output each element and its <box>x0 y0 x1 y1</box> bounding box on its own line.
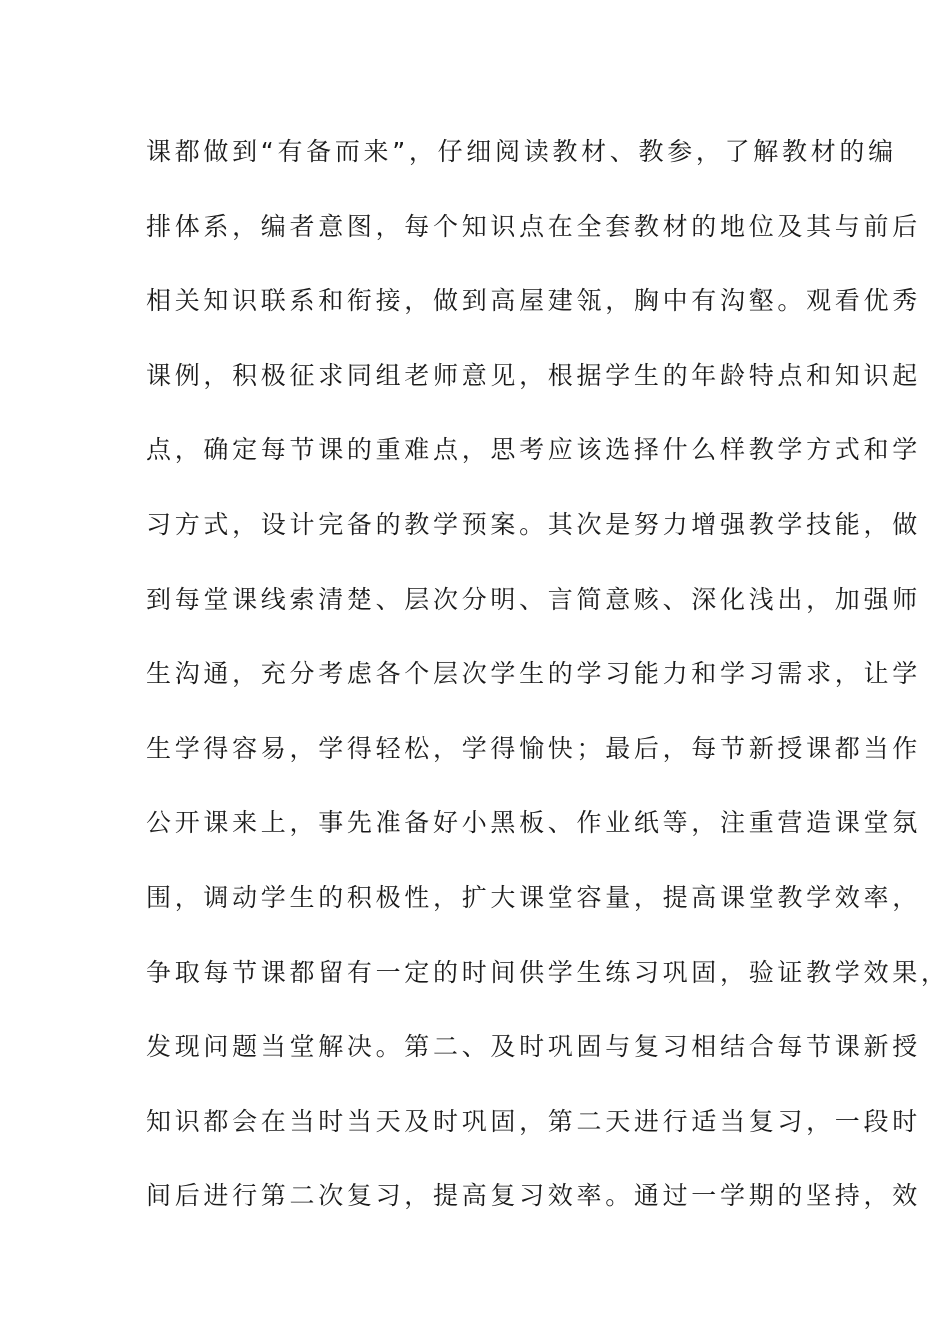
text-line: 围，调动学生的积极性，扩大课堂容量，提高课堂教学效率， <box>146 882 921 912</box>
text-line: 争取每节课都留有一定的时间供学生练习巩固，验证教学效果， <box>146 957 950 987</box>
text-line: 习方式，设计完备的教学预案。其次是努力增强教学技能，做 <box>146 509 921 539</box>
text-line: 相关知识联系和衔接，做到高屋建瓴，胸中有沟壑。观看优秀 <box>146 286 921 316</box>
body-text <box>146 126 950 1245</box>
text-line: 点，确定每节课的重难点，思考应该选择什么样教学方式和学 <box>146 435 921 465</box>
text-line: 间后进行第二次复习，提高复习效率。通过一学期的坚持，效 <box>146 1181 921 1211</box>
text-line: 排体系，编者意图，每个知识点在全套教材的地位及其与前后 <box>146 211 921 241</box>
text-line: 生沟通，充分考虑各个层次学生的学习能力和学习需求，让学 <box>146 659 921 689</box>
text-line: 发现问题当堂解决。第二、及时巩固与复习相结合每节课新授 <box>146 1032 921 1062</box>
text-line: 知识都会在当时当天及时巩固，第二天进行适当复习，一段时 <box>146 1106 921 1136</box>
text-line: 课例，积极征求同组老师意见，根据学生的年龄特点和知识起 <box>146 360 921 390</box>
text-line: 生学得容易，学得轻松，学得愉快；最后，每节新授课都当作 <box>146 733 921 763</box>
text-line: 公开课来上，事先准备好小黑板、作业纸等，注重营造课堂氛 <box>146 808 921 838</box>
text-line: 到每堂课线索清楚、层次分明、言简意赅、深化浅出，加强师 <box>146 584 921 614</box>
text-line: 课都做到“有备而来”，仔细阅读教材、教参，了解教材的编 <box>146 137 897 166</box>
